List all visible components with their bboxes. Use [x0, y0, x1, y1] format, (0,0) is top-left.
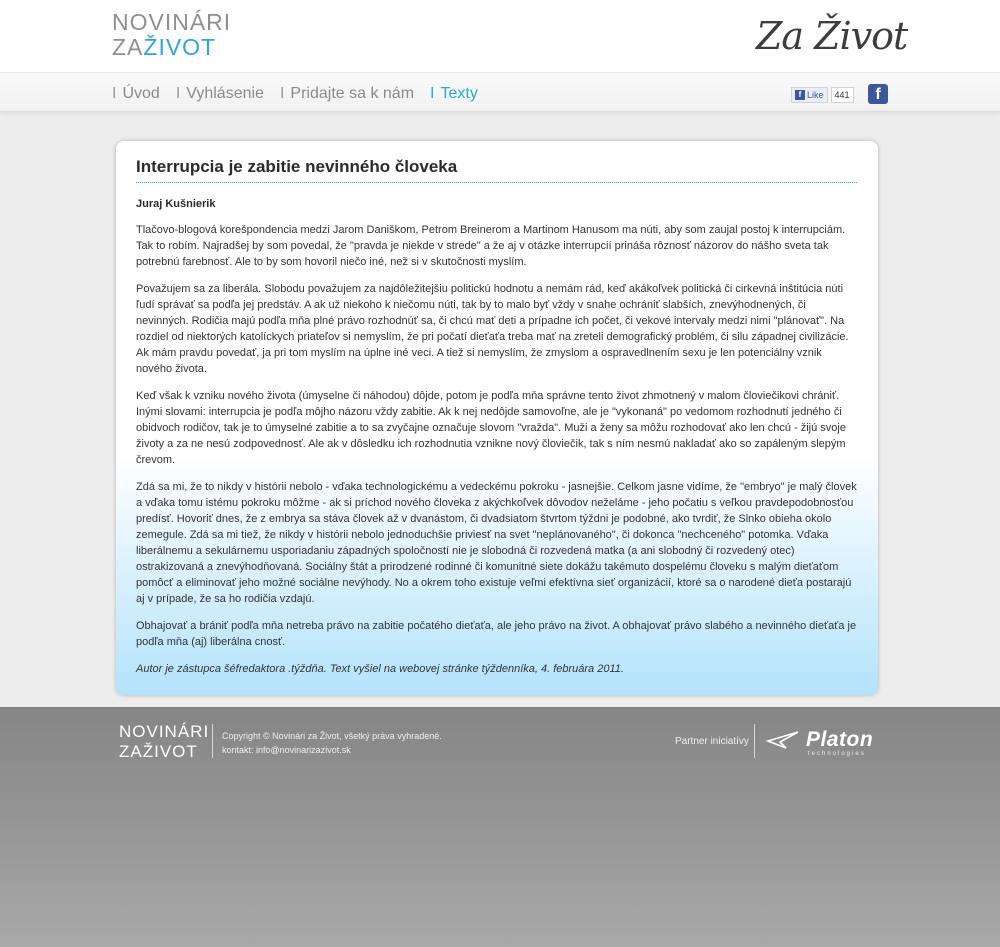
footer-logo-line1: NOVINÁRI [119, 722, 210, 741]
facebook-small-icon: f [795, 90, 805, 100]
title-divider [136, 182, 857, 183]
footer-logo-za: ZA [119, 742, 143, 761]
site-footer [0, 707, 1000, 947]
article-body [136, 222, 858, 688]
article-card [116, 141, 878, 695]
platon-arrow-icon [766, 730, 800, 750]
author-note: Autor je zástupca šéfredaktora .týždňa. Text vyšiel na webovej stránke týždenníka, 4. februára 2011. [136, 663, 624, 675]
facebook-like-widget[interactable] [791, 87, 854, 103]
article-paragraph: Obhajovať a brániť podľa mňa netreba právo na zabitie počatého dieťaťa, ale jeho právo na život. A obhajovať právo slabého a nevinného dieťaťa je podľa mňa (aj) liberálna cnosť. [136, 620, 857, 648]
like-label: Like [807, 90, 824, 100]
nav-item-label: Vyhlásenie [186, 85, 264, 102]
article-paragraph: Zdá sa mi, že to nikdy v histórii nebolo - vďaka technologickému a vedeckému pokroku - jasnejšie. Celkom jasne vidíme, že "embryo" je malý človek a vďaka tomu istému pokroku môžme - ak si príchod nového človeka z akýchkoľvek dôvodov neželáme - jeho počatiu s veľkou pravdepodobnosťou predísť. Hovoriť dnes, že z embrya sa stáva človek až v dvanástom, či dvadsiatom štvrtom týždni je podobné, ako tvrdiť, že Slnko obieha okolo zemegule. Zdá sa mi tiež, že nikdy v histórii nebolo jednoduchšie priviesť na svet "neplánovaného", či dokonca "nechceného" potomka. Vďaka liberálnemu a sekulárnemu usporiadaniu západných spoločností nie je slobodná či rozvedená matka (a ani slobodný či rozvedený otec) ostrakizovaná a znevýhodňovaná. Sociálny štát a prirodzené rodinné či komunitné siete dokážu takémuto dospelému človeku s malým dieťaťom pomôcť a eliminovať jeho možné sociálne nevýhody. No a okrem toho existuje veľmi efektívna sieť organizácií, ktoré sa o narodené dieťa postarajú aj v prípade, že sa ho rodičia vzdajú. [136, 481, 857, 605]
signature-logo: Za Život [756, 14, 908, 58]
partner-label: Partner iniciatívy [675, 736, 749, 747]
nav-item-1[interactable] [176, 85, 264, 103]
footer-logo-zivot: ŽIVOT [142, 742, 198, 761]
site-header [0, 0, 1000, 72]
partner-divider [754, 724, 755, 758]
footer-logo[interactable] [119, 722, 209, 762]
nav-item-0[interactable] [112, 85, 160, 103]
nav-item-label: Pridajte sa k nám [290, 85, 415, 102]
nav-item-label: Úvod [122, 85, 160, 102]
logo-za: ZA [112, 34, 144, 60]
article-author: Juraj Kušnierik [136, 198, 216, 210]
partner-sub: technologies [808, 751, 866, 757]
logo-line1: NOVINÁRI [112, 9, 232, 35]
nav-bar-glyph: I [175, 85, 181, 102]
contact-text[interactable]: kontakt: info@novinarizazivot.sk [222, 745, 351, 755]
article-paragraph: Tlačovo-blogová korešpondencia medzi Jarom Daniškom, Petrom Breinerom a Martinom Hanusom ma núti, aby som zaujal postoj k interrupciám. Tak to robím. Najradšej by som povedal, že "pravda je niekde v strede" a že aj v otázke interrupcií prináša rôznosť názorov do nášho sveta tak potrebnú farebnosť. Ale to by som hovoril niečo iné, než si v skutočnosti myslím. [136, 224, 846, 268]
partner-name: Platon [806, 728, 874, 751]
nav-bar-glyph: I [430, 85, 435, 102]
footer-divider [212, 724, 213, 758]
footer-info [222, 729, 442, 757]
nav-item-label: Texty [440, 85, 478, 102]
article-paragraph: Keď však k vzniku nového života (úmyselne či náhodou) dôjde, potom je podľa mňa správne tento život zhmotnený v malom človiečikovi chrániť. Inými slovami: interrupcia je podľa môjho názoru vždy zabitie. Ak k nej nedôjde samovoľne, ale je "vykonaná" po vedomom rozhodnutí jedného či obidvoch rodičov, tak je to úmyselné zabitie a to sa zvyčajne označuje slovom "vražda". Muži a ženy sa môžu rozhodovať ako len chcú - žijú svoje životy a za ne nesú zodpovednosť. Ale ak v dôsledku ich rozhodnutia vznikne nový človiečik, tak s ním nesmú nakladať ako so zapáleným slepým črevom. [136, 390, 846, 466]
copyright-text: Copyright © Novinári za Život, všetký práva vyhradené. [222, 731, 442, 741]
facebook-icon[interactable]: f [868, 84, 888, 104]
main-nav [112, 85, 478, 103]
nav-bar-glyph: I [112, 85, 117, 102]
site-logo[interactable] [112, 10, 231, 60]
nav-item-3[interactable] [430, 85, 478, 103]
facebook-like-button[interactable] [791, 87, 828, 103]
like-count: 441 [831, 87, 854, 103]
article-paragraph: Považujem sa za liberála. Slobodu považujem za najdôležitejšiu politickú hodnotu a nemám rád, keď akákoľvek politická či cirkevná inštitúcia núti ľudí správať sa podľa jej predstáv. A ak už niekoho k niečomu núti, tak by to malo byť vždy v snahe ochrániť slabších, znevýhodnených, či nevinných. Rodičia majú podľa mňa plné právo rozhodnúť sa, či chcú mať deti a prípadne ich počet, či vekové intervaly medzi nimi "plánovať". Na rozdiel od niektorých katolíckych priateľov si nemyslím, že pri počatí dieťaťa treba mať na zreteli demografický problém, či silu západnej civilizácie. Ak mám pravdu povedať, ja pri tom myslím na úplne iné veci. A tiež si nemyslím, že zmyslom a ospravedlnením sexu je len potenciálny vznik nového života. [136, 283, 849, 375]
partner-logo[interactable] [766, 728, 874, 757]
logo-zivot: ŽIVOT [143, 34, 217, 60]
nav-bar-glyph: I [279, 85, 285, 102]
nav-item-2[interactable] [280, 85, 414, 103]
article-title: Interrupcia je zabitie nevinného človeka [136, 157, 458, 176]
